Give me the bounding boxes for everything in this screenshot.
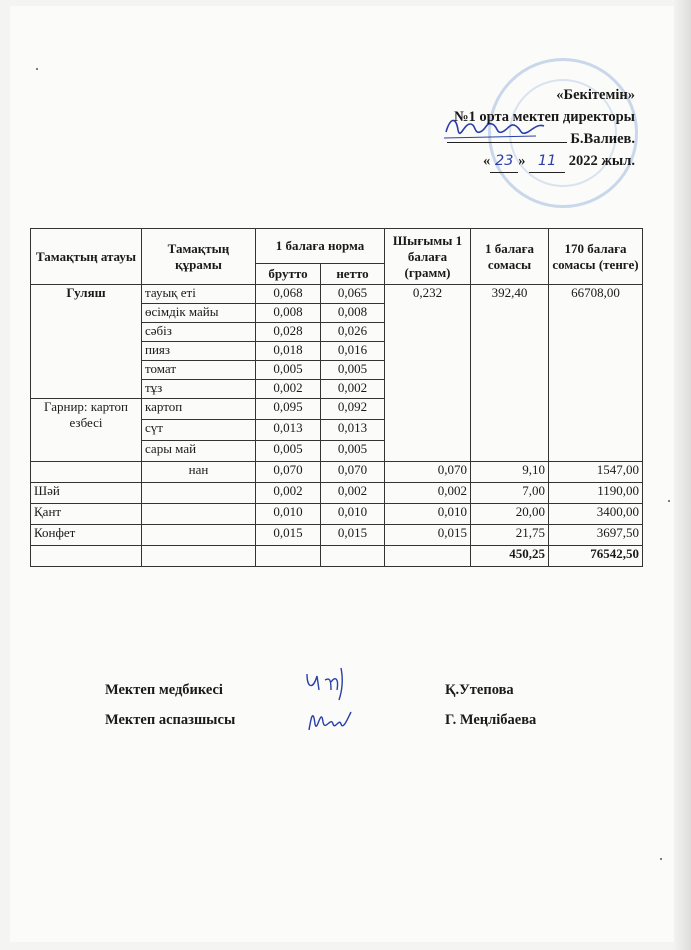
table-row — [31, 525, 643, 546]
totals-empty — [142, 546, 256, 567]
header-norm: 1 балаға норма — [256, 229, 385, 264]
header-dish: Тамақтың атауы — [31, 229, 142, 285]
ingredient-name: картоп — [142, 399, 256, 420]
totals-empty — [385, 546, 471, 567]
approval-position: №1 орта мектеп директоры — [453, 109, 635, 125]
ingredient-name: пияз — [142, 342, 256, 361]
ingredient-name: сүт — [142, 420, 256, 441]
approval-block — [375, 84, 635, 173]
row-cost-170: 3400,00 — [549, 504, 643, 525]
table-row — [31, 462, 643, 483]
approval-director-name: Б.Валиев. — [570, 131, 635, 147]
dish-garnish: Гарнир: картоп езбесі — [31, 399, 142, 462]
row-cost-one: 9,10 — [471, 462, 549, 483]
ingredient-netto: 0,005 — [321, 361, 385, 380]
signature-row-cook — [105, 712, 575, 742]
header-brutto: брутто — [256, 264, 321, 285]
nurse-role: Мектеп медбикесі — [105, 682, 223, 698]
scan-speck — [36, 68, 38, 70]
total-cost-170: 76542,50 — [549, 546, 643, 567]
approval-title: «Бекітемін» — [556, 87, 635, 103]
row-output: 0,015 — [385, 525, 471, 546]
totals-empty — [321, 546, 385, 567]
ingredient-brutto: 0,013 — [256, 420, 321, 441]
approval-year: 2022 жыл. — [568, 153, 635, 169]
header-cost-170: 170 балаға сомасы (тенге) — [549, 229, 643, 285]
row-brutto: 0,015 — [256, 525, 321, 546]
row-netto: 0,010 — [321, 504, 385, 525]
table-row — [31, 483, 643, 504]
ingredient-brutto: 0,068 — [256, 285, 321, 304]
ingredient-brutto: 0,008 — [256, 304, 321, 323]
header-netto: нетто — [321, 264, 385, 285]
ingredient-netto: 0,005 — [321, 441, 385, 462]
row-output: 0,002 — [385, 483, 471, 504]
approval-signature-line — [375, 128, 635, 150]
totals-empty — [256, 546, 321, 567]
row-netto: 0,070 — [321, 462, 385, 483]
signature-blank — [447, 128, 567, 143]
header-cost-one: 1 балаға сомасы — [471, 229, 549, 285]
row-dish: Қант — [31, 504, 142, 525]
nurse-name: Қ.Утепова — [445, 682, 514, 698]
row-output: 0,010 — [385, 504, 471, 525]
row-output: 0,070 — [385, 462, 471, 483]
row-dish: Шәй — [31, 483, 142, 504]
page-edge-shadow — [673, 0, 691, 950]
gulyash-output: 0,232 — [385, 285, 471, 462]
cook-role: Мектеп аспазшысы — [105, 712, 236, 728]
totals-row — [31, 546, 643, 567]
header-composition: Тамақтың құрамы — [142, 229, 256, 285]
totals-empty — [31, 546, 142, 567]
row-brutto: 0,002 — [256, 483, 321, 504]
cook-name: Г. Меңлібаева — [445, 712, 537, 728]
ingredient-netto: 0,016 — [321, 342, 385, 361]
ingredient-brutto: 0,028 — [256, 323, 321, 342]
row-composition — [142, 504, 256, 525]
ingredient-name: тауық еті — [142, 285, 256, 304]
ingredient-brutto: 0,005 — [256, 361, 321, 380]
signature-section — [105, 682, 575, 742]
gulyash-cost-one: 392,40 — [471, 285, 549, 462]
approval-month: 11 — [529, 150, 565, 173]
ingredient-name: сәбіз — [142, 323, 256, 342]
row-cost-170: 1190,00 — [549, 483, 643, 504]
table-row — [31, 285, 643, 304]
total-cost-one: 450,25 — [471, 546, 549, 567]
ingredient-netto: 0,013 — [321, 420, 385, 441]
ingredient-name: тұз — [142, 380, 256, 399]
row-cost-170: 3697,50 — [549, 525, 643, 546]
scan-speck — [668, 500, 670, 502]
date-open-quote: « — [483, 153, 491, 169]
ingredient-name: сары май — [142, 441, 256, 462]
ingredient-netto: 0,065 — [321, 285, 385, 304]
approval-day: 23 — [490, 150, 518, 173]
cook-signature — [301, 694, 371, 738]
row-brutto: 0,010 — [256, 504, 321, 525]
row-dish — [31, 462, 142, 483]
menu-table — [30, 228, 643, 567]
ingredient-brutto: 0,005 — [256, 441, 321, 462]
ingredient-netto: 0,026 — [321, 323, 385, 342]
row-netto: 0,015 — [321, 525, 385, 546]
ingredient-name: өсімдік майы — [142, 304, 256, 323]
table-row — [31, 504, 643, 525]
ingredient-netto: 0,002 — [321, 380, 385, 399]
header-output: Шығымы 1 балаға (грамм) — [385, 229, 471, 285]
table-header-row — [31, 229, 643, 264]
dish-gulyash: Гуляш — [31, 285, 142, 399]
row-netto: 0,002 — [321, 483, 385, 504]
row-brutto: 0,070 — [256, 462, 321, 483]
row-cost-170: 1547,00 — [549, 462, 643, 483]
row-composition: нан — [142, 462, 256, 483]
row-dish: Конфет — [31, 525, 142, 546]
scan-speck — [660, 858, 662, 860]
ingredient-netto: 0,092 — [321, 399, 385, 420]
gulyash-cost-170: 66708,00 — [549, 285, 643, 462]
row-cost-one: 21,75 — [471, 525, 549, 546]
row-composition — [142, 483, 256, 504]
approval-date — [375, 150, 635, 173]
row-cost-one: 20,00 — [471, 504, 549, 525]
ingredient-name: томат — [142, 361, 256, 380]
ingredient-brutto: 0,018 — [256, 342, 321, 361]
row-cost-one: 7,00 — [471, 483, 549, 504]
ingredient-brutto: 0,002 — [256, 380, 321, 399]
ingredient-netto: 0,008 — [321, 304, 385, 323]
ingredient-brutto: 0,095 — [256, 399, 321, 420]
row-composition — [142, 525, 256, 546]
date-close-quote: » — [518, 153, 526, 169]
